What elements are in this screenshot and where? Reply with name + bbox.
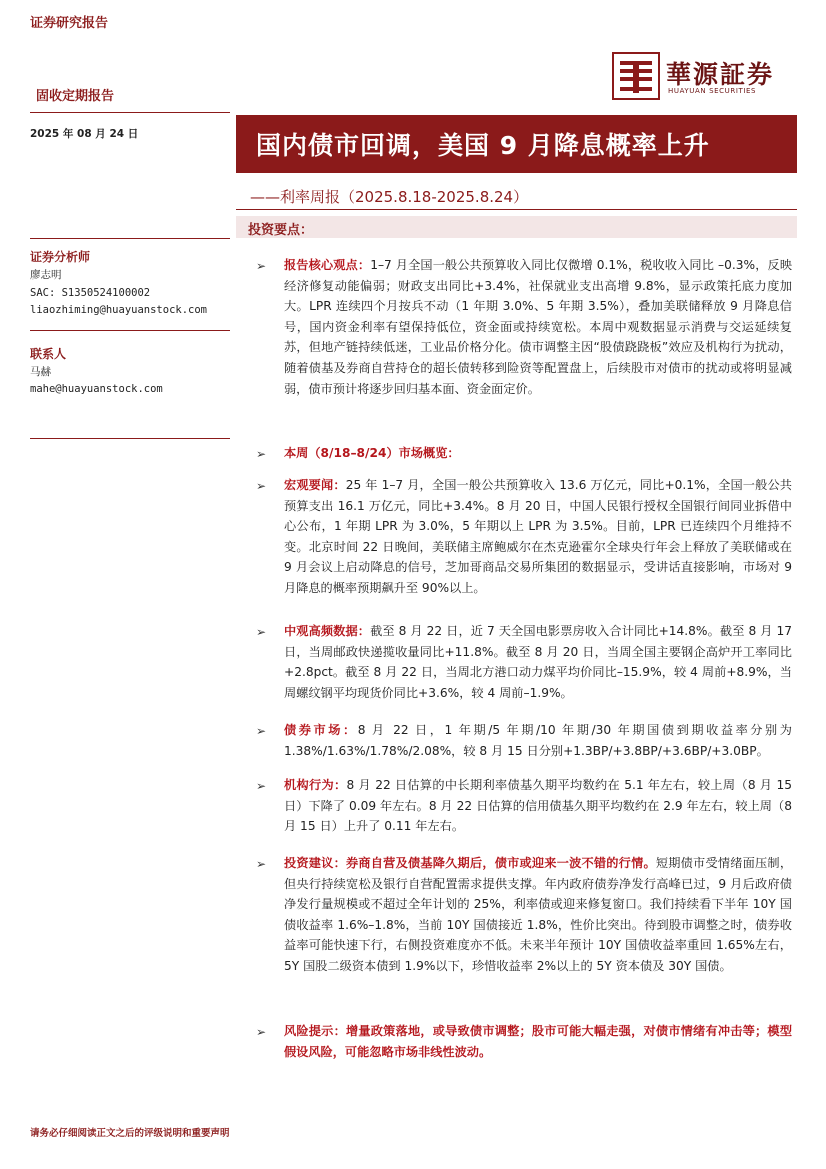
brand-name: 華源証券	[666, 60, 775, 89]
bullet-head: 风险提示：	[284, 1024, 346, 1038]
page-subtitle: ——利率周报（2025.8.18-2025.8.24）	[250, 188, 529, 206]
bullet-icon: ➢	[256, 479, 267, 493]
contact-name: 马赫	[30, 366, 51, 378]
contact-email[interactable]: mahe@huayuanstock.com	[30, 383, 163, 395]
analyst-email[interactable]: liaozhiming@huayuanstock.com	[30, 304, 208, 316]
bullet-icon: ➢	[256, 779, 267, 793]
bullet-head: 报告核心观点：	[284, 258, 371, 272]
footer-disclaimer: 请务必仔细阅读正文之后的评级说明和重要声明	[30, 1128, 230, 1139]
bullet-head: 宏观要闻：	[284, 478, 346, 492]
brand-subname: HUAYUAN SECURITIES	[668, 87, 757, 95]
analyst-sac: SAC: S1350524100002	[30, 287, 151, 299]
bullet-investment-advice	[284, 853, 792, 977]
bullet-body: 8 月 22 日，1 年期/5 年期/10 年期/30 年期国债到期收益率分别为 1.38%/1.63%/1.78%/2.08%，较 8 月 15 日分别+1.3BP/+3.8BP/+3.6BP/+3.0BP。	[284, 723, 792, 758]
bullet-icon: ➢	[256, 1025, 267, 1039]
bullet-meso-data	[284, 621, 792, 703]
bullet-risk-warning	[284, 1021, 792, 1062]
analyst-label: 证券分析师	[30, 250, 91, 264]
bullet-market-overview	[284, 443, 792, 464]
bullet-body: 1–7 月全国一般公共预算收入同比仅微增 0.1%，税收收入同比 –0.3%，反映经济修复动能偏弱；财政支出同比+3.4%，社保就业支出高增 9.8%，显示政策托底力度加大。LPR 连续四个月按兵不动（1 年期 3.0%、5 年期 3.5%），叠加美联储释放 9 月降息信号，国内资金利率有望保持低位，资金面或持续宽松。本周中观数据显示消费与交运延续复苏，但地产链持续低迷，工业品价格分化。债市调整主因“股债跷跷板”效应及机构行为扰动，随着债基及券商自营持仓的超长债转移到险资等配置盘上，后续股市对债市的扰动或将明显减弱，债市预计将逐步回归基本面、资金面定价。	[284, 258, 793, 396]
analyst-name: 廖志明	[30, 269, 62, 281]
brand-logo-icon	[612, 52, 660, 100]
bullet-icon: ➢	[256, 259, 267, 273]
bullet-icon: ➢	[256, 857, 267, 871]
bullet-head: 中观高频数据：	[284, 624, 371, 638]
bullet-body: 8 月 22 日估算的中长期利率债基久期平均数约在 5.1 年左右，较上周（8 月 15 日）下降了 0.09 年左右。8 月 22 日估算的信用债基久期平均数约在 2.9 年左右，较上周（8 月 15 日）上升了 0.11 年左右。	[284, 778, 793, 834]
bullet-body: 截至 8 月 22 日，近 7 天全国电影票房收入合计同比+14.8%。截至 8 月 17 日，当周邮政快递揽收量同比+11.8%。截至 8 月 20 日，当周全国主要钢企高炉开工率同比+2.8pct。截至 8 月 22 日，当周北方港口动力煤平均价同比–15.9%，较 4 周前+8.9%，当周螺纹钢平均现货价同比+3.6%，较 4 周前–1.9%。	[284, 624, 793, 700]
report-type: 证券研究报告	[30, 16, 109, 31]
bullet-macro-news	[284, 475, 792, 599]
section-header-bg	[236, 216, 797, 238]
bullet-core-view	[284, 255, 792, 399]
report-subtype: 固收定期报告	[36, 89, 115, 104]
bullet-body: 短期债市受情绪面压制，但央行持续宽松及银行自营配置需求提供支撑。年内政府债券净发行高峰已过，9 月后政府债净发行量规模或不超过全年计划的 25%，利率债或迎来修复窗口。我们持续看下半年 10Y 国债收益率 1.6%–1.8%，当前 10Y 国债接近 1.8%，性价比突出。待到股市调整之时，债券收益率可能快速下行，右侧投资难度亦不低。未来半年预计 10Y 国债收益率重回 1.65%左右，5Y 国股二级资本债到 1.9%以下，珍惜收益率 2%以上的 5Y 资本债及 30Y 国债。	[284, 856, 793, 973]
bullet-strong: 券商自营及债基降久期后，债市或迎来一波不错的行情。	[345, 856, 656, 870]
bullet-head: 债券市场：	[284, 723, 358, 737]
contact-label: 联系人	[30, 347, 67, 361]
bullet-body: 25 年 1–7 月，全国一般公共预算收入 13.6 万亿元，同比+0.1%，全国一般公共预算支出 16.1 万亿元，同比+3.4%。8 月 20 日，中国人民银行授权全国银行间同业拆借中心公布，1 年期 LPR 为 3.0%，5 年期以上 LPR 为 3.5%。目前，LPR 已连续四个月维持不变。北京时间 22 日晚间，美联储主席鲍威尔在杰克逊霍尔全球央行年会上释放了美联储或在 9 月会议上启动降息的信号，芝加哥商品交易所集团的数据显示，受讲话直接影响，市场对 9 月降息的概率预期飙升至 90%以上。	[284, 478, 792, 595]
bullet-icon: ➢	[256, 625, 267, 639]
bullet-head: 投资建议：	[284, 856, 346, 870]
page-title: 国内债市回调，美国 9 月降息概率上升	[256, 131, 710, 160]
divider	[30, 438, 230, 439]
bullet-bond-market	[284, 720, 792, 761]
bullet-head: 机构行为：	[284, 778, 347, 792]
bullet-icon: ➢	[256, 724, 267, 738]
bullet-body: 增量政策落地，或导致债市调整；股市可能大幅走强，对债市情绪有冲击等；模型假设风险，可能忽略市场非线性波动。	[284, 1024, 793, 1059]
divider	[30, 112, 230, 113]
divider	[30, 330, 230, 331]
divider	[30, 238, 230, 239]
bullet-head: 本周（8/18–8/24）市场概览：	[284, 446, 460, 460]
section-heading: 投资要点：	[248, 223, 314, 238]
divider	[236, 209, 797, 210]
bullet-icon: ➢	[256, 447, 267, 461]
bullet-institution-behavior	[284, 775, 792, 837]
report-date: 2025 年 08 月 24 日	[30, 128, 139, 140]
